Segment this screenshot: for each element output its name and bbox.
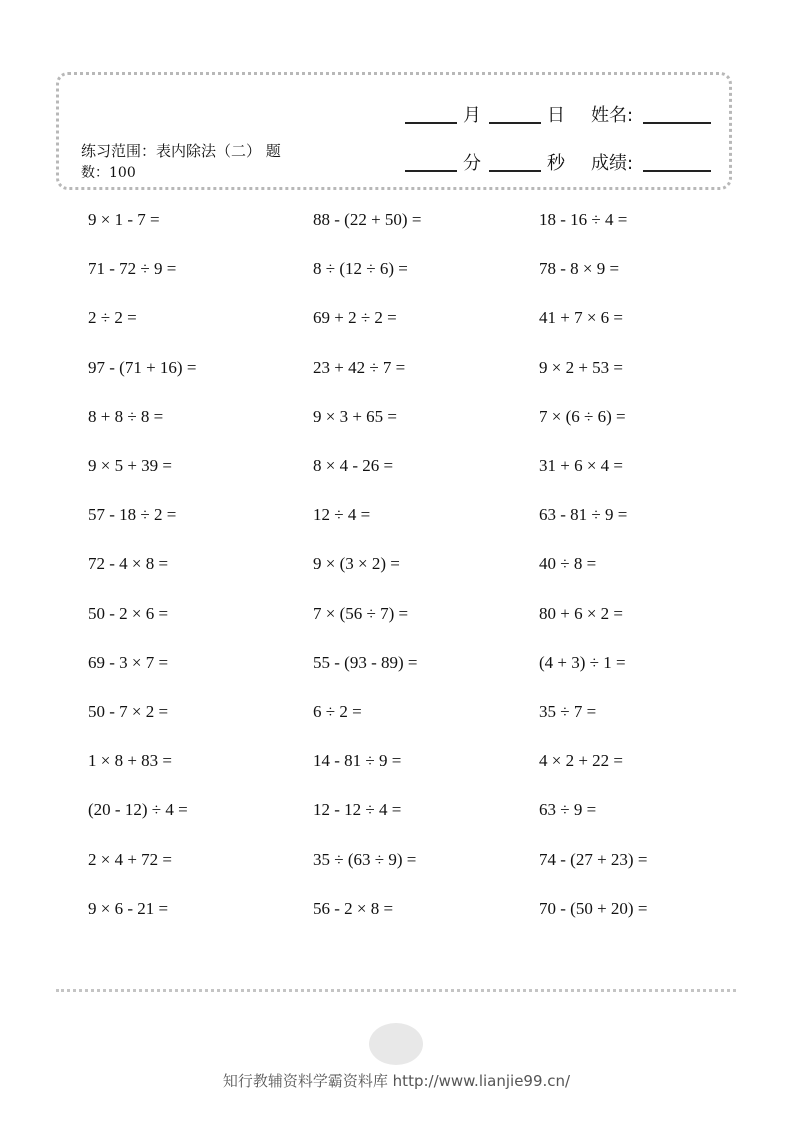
math-problem: 50 - 2 × 6 = [88, 603, 169, 623]
math-problem: 7 × (6 ÷ 6) = [539, 406, 626, 426]
math-problem: 72 - 4 × 8 = [88, 554, 169, 574]
math-problem: 6 ÷ 2 = [313, 702, 362, 721]
minute-label: 分 [463, 153, 481, 174]
month-label: 月 [463, 105, 481, 126]
math-problem: 69 - 3 × 7 = [88, 652, 169, 672]
math-problem: 35 ÷ (63 ÷ 9) = [313, 849, 417, 869]
math-problem: 1 × 8 + 83 = [88, 751, 173, 771]
math-problem: 12 - 12 ÷ 4 = [313, 800, 402, 820]
math-problem: 57 - 18 ÷ 2 = [88, 505, 177, 525]
math-problem: 55 - (93 - 89) = [313, 652, 418, 672]
math-problem: 78 - 8 × 9 = [539, 259, 620, 279]
score-label: 成绩: [591, 153, 634, 174]
name-label: 姓名: [591, 105, 634, 126]
math-problem: 8 ÷ (12 ÷ 6) = [313, 259, 408, 279]
divider [56, 989, 736, 992]
math-problem: 69 + 2 ÷ 2 = [313, 308, 397, 328]
second-label: 秒 [547, 153, 565, 174]
math-problem: 35 ÷ 7 = [539, 702, 597, 721]
math-problem: 18 - 16 ÷ 4 = [539, 210, 628, 229]
math-problem: 2 × 4 + 72 = [88, 849, 173, 869]
question-count: 数：100 [81, 165, 136, 181]
math-problem: 2 ÷ 2 = [88, 308, 137, 328]
math-problem: 31 + 6 × 4 = [539, 456, 624, 475]
math-problem: 70 - (50 + 20) = [539, 898, 648, 918]
math-problem: 97 - (71 + 16) = [88, 357, 197, 377]
math-problem: 50 - 7 × 2 = [88, 702, 169, 721]
math-problem: 63 - 81 ÷ 9 = [539, 505, 628, 525]
math-problem: 9 × 6 - 21 = [88, 898, 169, 918]
math-problem: 56 - 2 × 8 = [313, 898, 394, 918]
math-problem: 9 × 2 + 53 = [539, 357, 624, 377]
math-problem: (4 + 3) ÷ 1 = [539, 652, 626, 672]
math-problem: 9 × 5 + 39 = [88, 456, 173, 475]
math-problem: 9 × 1 - 7 = [88, 210, 160, 229]
math-problem: 74 - (27 + 23) = [539, 849, 648, 869]
math-problem: 23 + 42 ÷ 7 = [313, 357, 406, 377]
math-problem: 12 ÷ 4 = [313, 505, 371, 525]
math-problem: 63 ÷ 9 = [539, 800, 597, 820]
math-problem: 80 + 6 × 2 = [539, 603, 624, 623]
math-problem: 14 - 81 ÷ 9 = [313, 751, 402, 771]
page-number-badge [369, 1023, 423, 1065]
math-problem: 8 + 8 ÷ 8 = [88, 406, 164, 426]
math-problem: 7 × (56 ÷ 7) = [313, 603, 409, 623]
math-problem: (20 - 12) ÷ 4 = [88, 800, 188, 820]
math-problem: 40 ÷ 8 = [539, 554, 597, 574]
footer-text: 知行教辅资料学霸资料库 http://www.lianjie99.cn/ [222, 1072, 571, 1090]
math-problem: 8 × 4 - 26 = [313, 456, 394, 475]
day-label: 日 [547, 105, 565, 126]
math-problem: 88 - (22 + 50) = [313, 210, 422, 229]
math-problem: 71 - 72 ÷ 9 = [88, 259, 177, 279]
math-problem: 9 × 3 + 65 = [313, 406, 398, 426]
math-problem: 9 × (3 × 2) = [313, 554, 400, 574]
range-label: 练习范围：表内除法（二） 题 [81, 142, 281, 160]
math-problem: 4 × 2 + 22 = [539, 751, 624, 771]
math-problem: 41 + 7 × 6 = [539, 308, 624, 328]
